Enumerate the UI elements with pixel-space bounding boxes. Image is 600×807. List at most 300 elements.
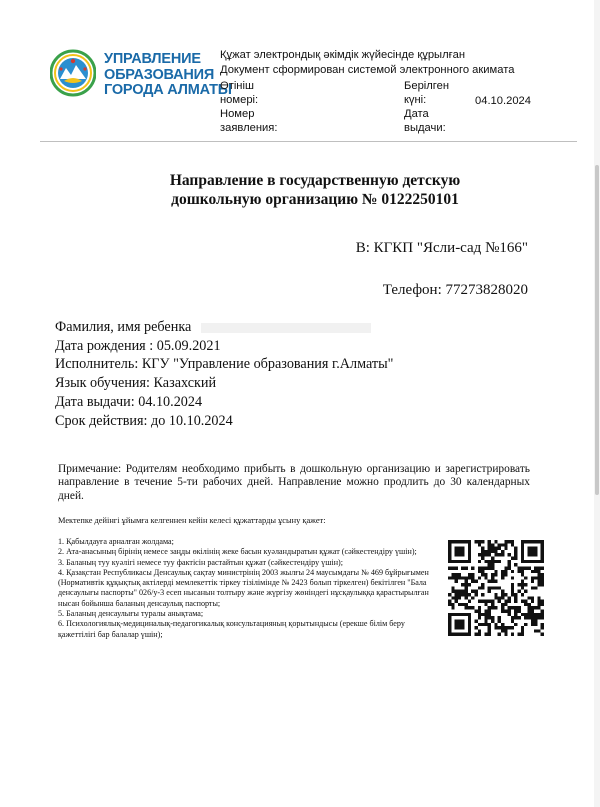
qr-module [455,626,458,629]
qr-module [498,547,501,550]
qr-module [514,600,517,603]
qr-module [521,626,524,629]
scrollbar-track[interactable] [594,0,600,807]
qr-module [491,606,494,609]
qr-module [491,560,494,563]
qr-module [531,550,534,553]
qr-module [504,593,507,596]
qr-module [521,583,524,586]
qr-module [455,573,458,576]
qr-module [468,560,471,563]
qr-module [537,573,540,576]
qr-module [518,583,521,586]
qr-module [501,550,504,553]
qr-module [484,573,487,576]
qr-module [455,560,458,563]
qr-module [461,633,464,636]
qr-module [488,616,491,619]
qr-module [448,619,451,622]
qr-module [488,580,491,583]
qr-module [501,629,504,632]
qr-module [504,570,507,573]
qr-module [498,633,501,636]
issued-label [404,79,449,107]
qr-module [448,547,451,550]
qr-module [534,540,537,543]
qr-module [527,596,530,599]
qr-module [494,623,497,626]
qr-module [488,540,491,543]
qr-module [491,543,494,546]
label-line: номері: [220,94,259,106]
qr-module [501,573,504,576]
qr-module [501,610,504,613]
language: Язык обучения: Казахский [55,375,217,392]
list-item: 3. Баланың туу куәлігі немесе туу фактісін растайтын құжат (сәйкестендіру үшін); [58,557,343,567]
qr-module [451,633,454,636]
qr-module [451,560,454,563]
qr-module [541,583,544,586]
qr-module [537,560,540,563]
qr-module [455,576,458,579]
qr-module [527,613,530,616]
qr-module [541,547,544,550]
qr-module [534,619,537,622]
label-line: выдачи: [404,122,446,134]
qr-module [501,626,504,629]
qr-module [481,547,484,550]
qr-module [478,576,481,579]
qr-module [484,613,487,616]
list-item: 1. Қабылдауға арналған жолдама; [58,537,174,546]
qr-module [461,540,464,543]
qr-module [501,576,504,579]
qr-module [455,566,458,569]
qr-module [531,570,534,573]
qr-module [468,583,471,586]
qr-module [468,606,471,609]
qr-module [455,540,458,543]
qr-module [501,570,504,573]
qr-module [468,619,471,622]
qr-module [541,613,544,616]
qr-module [448,576,451,579]
qr-module [484,616,487,619]
qr-module [458,540,461,543]
qr-module [534,606,537,609]
qr-module [465,590,468,593]
qr-module [451,573,454,576]
qr-module [531,606,534,609]
qr-module [494,586,497,589]
qr-module [527,566,530,569]
qr-module [511,570,514,573]
qr-module [521,560,524,563]
qr-module [501,590,504,593]
qr-module [541,600,544,603]
redacted-child-name [201,323,371,333]
qr-module [518,633,521,636]
qr-module [541,550,544,553]
qr-module [514,610,517,613]
qr-module [511,619,514,622]
qr-module [461,576,464,579]
qr-module [511,616,514,619]
qr-module [471,596,474,599]
qr-module [534,586,537,589]
application-date-label [220,107,277,135]
qr-module [524,613,527,616]
qr-module [508,600,511,603]
qr-module [541,603,544,606]
qr-module [478,540,481,543]
qr-module [488,550,491,553]
label-line: Өтініш [220,80,254,92]
qr-module [455,596,458,599]
qr-module [524,600,527,603]
qr-module [524,566,527,569]
qr-module [468,543,471,546]
qr-module [451,566,454,569]
qr-module [451,590,454,593]
qr-module [488,606,491,609]
qr-module [537,606,540,609]
qr-module [504,610,507,613]
qr-module [524,583,527,586]
qr-module [511,593,514,596]
qr-module [478,623,481,626]
label-line: заявления: [220,122,278,134]
qr-module [501,596,504,599]
qr-module [521,629,524,632]
qr-module [494,553,497,556]
qr-module [508,563,511,566]
qr-module [531,540,534,543]
qr-module [461,550,464,553]
qr-module [458,590,461,593]
qr-module [494,606,497,609]
list-item: 2. Ата-анасының бірінің немесе заңды өкілінің жеке басын куәландыратын құжат (сәйкестендіру үшін); [58,547,417,557]
qr-module [527,547,530,550]
qr-module [541,633,544,636]
qr-module [471,573,474,576]
qr-module [468,547,471,550]
qr-module [521,613,524,616]
system-note-ru: Документ сформирован системой электронного акимата [220,63,515,76]
issued-date-value: 04.10.2024 [475,95,531,107]
qr-module [468,613,471,616]
qr-module [491,547,494,550]
qr-module [531,580,534,583]
qr-module [474,580,477,583]
qr-module [488,543,491,546]
addressee: В: КГКП "Ясли-сад №166" [355,240,528,256]
qr-module [455,590,458,593]
qr-module [448,626,451,629]
qr-module [478,616,481,619]
qr-module [541,623,544,626]
qr-module [481,583,484,586]
qr-module [458,576,461,579]
qr-module [508,560,511,563]
qr-module [448,540,451,543]
qr-module [455,547,458,550]
list-item: 5. Баланың денсаулығы туралы анықтама; [58,609,204,619]
qr-module [534,629,537,632]
qr-module [484,576,487,579]
child-details [55,318,393,430]
qr-module [461,619,464,622]
qr-module [448,593,451,596]
qr-module [498,586,501,589]
qr-module [518,570,521,573]
qr-module [514,623,517,626]
qr-module [534,570,537,573]
qr-module [451,606,454,609]
document-title: Направление в государственную детскую дошкольную организацию № 0122250101 [169,172,461,208]
qr-code-icon [448,540,544,636]
qr-module [501,606,504,609]
qr-module [484,623,487,626]
qr-module [488,623,491,626]
qr-module [504,573,507,576]
qr-module [521,550,524,553]
qr-module [461,547,464,550]
qr-module [488,633,491,636]
qr-module [458,623,461,626]
qr-module [468,550,471,553]
qr-module [494,547,497,550]
qr-module [534,613,537,616]
qr-module [531,576,534,579]
qr-module [451,613,454,616]
qr-module [455,580,458,583]
qr-module [521,573,524,576]
qr-module [504,626,507,629]
logo-line: ГОРОДА АЛМАТЫ [104,82,232,98]
qr-module [451,576,454,579]
scrollbar-thumb[interactable] [595,165,599,495]
qr-module [448,613,451,616]
qr-module [478,560,481,563]
qr-module [484,600,487,603]
list-item: 4. Қазақстан Республикасы Денсаулық сақтау министрінің 2003 жылғы 24 маусымдағы № 469 бұйрығымен (Нормативтік құқықтық актілерді мемлекеттік тіркеу тізілімінде № 2423 болып тіркелген) бекітілген "Бала денсаулығы паспорты" 026/у-3 есеп нысанын толтыру және жүргізу жөніндегі нұсқаулыққа қарастырылған нысан бойынша баланың денсаулық паспорты; [58,567,429,608]
qr-module [455,613,458,616]
qr-module [488,626,491,629]
qr-module [468,600,471,603]
qr-module [474,540,477,543]
qr-module [468,553,471,556]
qr-module [494,550,497,553]
qr-module [521,586,524,589]
qr-module [488,613,491,616]
qr-module [534,566,537,569]
qr-module [465,633,468,636]
qr-module [458,633,461,636]
qr-module [488,586,491,589]
qr-module [468,633,471,636]
qr-module [465,596,468,599]
qr-module [541,610,544,613]
qr-module [491,550,494,553]
qr-module [478,586,481,589]
qr-module [508,540,511,543]
qr-module [481,557,484,560]
qr-module [534,576,537,579]
qr-module [481,613,484,616]
qr-module [498,553,501,556]
qr-module [491,600,494,603]
qr-module [458,619,461,622]
qr-module [488,566,491,569]
qr-module [458,596,461,599]
qr-module [541,576,544,579]
qr-module [494,573,497,576]
qr-module [491,566,494,569]
issue-date-label [404,107,446,135]
qr-module [524,616,527,619]
qr-module [524,540,527,543]
qr-module [531,600,534,603]
qr-module [488,553,491,556]
qr-module [521,580,524,583]
qr-module [458,550,461,553]
qr-module [471,580,474,583]
qr-module [471,606,474,609]
qr-module [504,633,507,636]
qr-module [458,593,461,596]
qr-module [541,626,544,629]
qr-module [488,600,491,603]
qr-module [521,557,524,560]
list-item: 6. Психологиялық-медициналық-педагогикалық консультацияның қорытындысы (ерекше білім беру қажеттілігі бар балалар үшін); [58,619,405,639]
qr-module [465,540,468,543]
qr-module [478,633,481,636]
qr-module [537,576,540,579]
qr-module [481,540,484,543]
qr-module [541,616,544,619]
qr-module [511,626,514,629]
qr-module [448,560,451,563]
qr-module [537,603,540,606]
qr-module [465,606,468,609]
birth-date: Дата рождения : 05.09.2021 [55,337,221,354]
qr-module [455,623,458,626]
qr-module [458,603,461,606]
qr-module [484,553,487,556]
qr-module [534,560,537,563]
system-note [220,48,514,77]
qr-module [518,610,521,613]
qr-module [514,547,517,550]
qr-module [498,616,501,619]
qr-module [468,557,471,560]
qr-module [458,573,461,576]
qr-module [537,613,540,616]
qr-module [514,596,517,599]
qr-module [448,550,451,553]
qr-module [461,590,464,593]
qr-module [491,557,494,560]
qr-module [468,540,471,543]
qr-module [448,543,451,546]
qr-module [478,600,481,603]
qr-module [524,560,527,563]
qr-module [461,613,464,616]
almaty-education-emblem-icon [50,48,96,98]
qr-module [534,616,537,619]
qr-module [504,547,507,550]
qr-module [508,610,511,613]
qr-module [541,560,544,563]
qr-module [508,553,511,556]
qr-module [448,566,451,569]
qr-module [488,610,491,613]
qr-module [461,566,464,569]
qr-module [508,613,511,616]
qr-module [537,629,540,632]
qr-module [498,543,501,546]
qr-module [498,626,501,629]
qr-module [541,553,544,556]
qr-module [531,547,534,550]
qr-module [448,616,451,619]
qr-module [455,600,458,603]
qr-module [474,593,477,596]
qr-module [521,540,524,543]
qr-module [461,553,464,556]
qr-module [471,566,474,569]
qr-module [481,593,484,596]
logo-line: ОБРАЗОВАНИЯ [104,66,215,83]
qr-module [527,553,530,556]
qr-module [537,580,540,583]
qr-module [481,623,484,626]
qr-module [504,600,507,603]
qr-module [537,540,540,543]
qr-module [531,596,534,599]
qr-module [518,606,521,609]
qr-module [508,626,511,629]
qr-module [511,586,514,589]
qr-module [461,626,464,629]
qr-module [474,633,477,636]
qr-module [488,590,491,593]
qr-module [537,596,540,599]
qr-module [484,603,487,606]
label-line: күні: [404,94,427,106]
qr-module [534,550,537,553]
qr-module [458,626,461,629]
qr-module [448,553,451,556]
qr-module [491,563,494,566]
qr-module [518,566,521,569]
qr-module [541,573,544,576]
logo-line: УПРАВЛЕНИЕ [104,51,201,67]
qr-module [508,606,511,609]
qr-module [527,610,530,613]
qr-module [455,550,458,553]
qr-module [478,553,481,556]
qr-module [504,566,507,569]
qr-module [531,616,534,619]
qr-module [461,560,464,563]
qr-module [458,560,461,563]
qr-module [524,590,527,593]
qr-module [501,553,504,556]
qr-module [494,596,497,599]
qr-module [484,550,487,553]
